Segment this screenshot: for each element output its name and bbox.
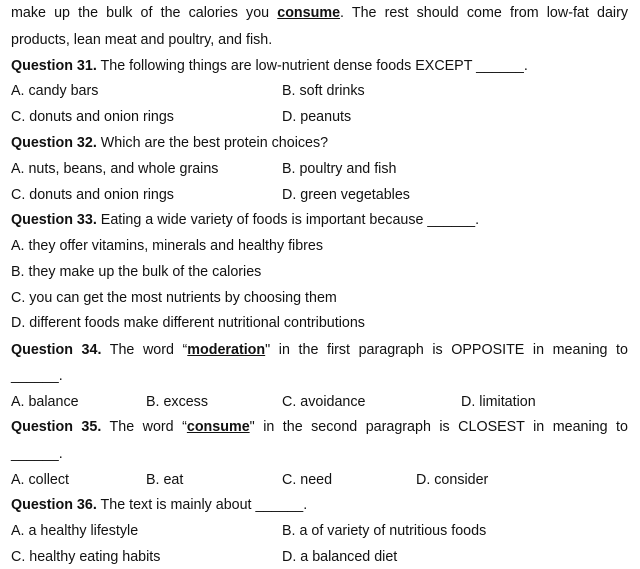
question-33-text: Eating a wide variety of foods is important because ______. <box>100 212 480 228</box>
question-33-stem <box>11 210 628 230</box>
question-34-blank: ______. <box>11 368 63 384</box>
option-32-a[interactable]: A. nuts, beans, and whole grains <box>11 161 219 177</box>
option-36-d[interactable]: D. a balanced diet <box>282 549 398 565</box>
option-33-b[interactable]: B. they make up the bulk of the calories <box>11 264 262 280</box>
passage-line-1 <box>11 3 628 23</box>
option-36-a[interactable]: A. a healthy lifestyle <box>11 523 139 539</box>
option-34-a[interactable]: A. balance <box>11 394 79 410</box>
question-34-label: Question 34. <box>11 342 102 358</box>
question-31-options-row-1 <box>11 81 628 101</box>
question-36-text: The text is mainly about ______. <box>100 497 308 513</box>
option-32-d[interactable]: D. green vegetables <box>282 187 410 203</box>
question-31-label: Question 31. <box>11 58 97 74</box>
option-35-d[interactable]: D. consider <box>416 472 489 488</box>
option-31-d[interactable]: D. peanuts <box>282 109 352 125</box>
option-34-c[interactable]: C. avoidance <box>282 394 366 410</box>
option-33-c[interactable]: C. you can get the most nutrients by choosing them <box>11 290 337 306</box>
question-35-text: The word “ <box>109 419 187 435</box>
option-35-a[interactable]: A. collect <box>11 472 70 488</box>
question-36-stem <box>11 495 628 515</box>
question-35-text: " in the second paragraph is CLOSEST in meaning to <box>249 419 628 435</box>
question-35-label: Question 35. <box>11 419 102 435</box>
question-34-text: The word “ <box>109 342 188 358</box>
passage-line-2: products, lean meat and poultry, and fish. <box>11 32 273 48</box>
question-31-options-row-2 <box>11 107 628 127</box>
option-35-b[interactable]: B. eat <box>146 472 184 488</box>
question-32-label: Question 32. <box>11 135 97 151</box>
question-34-keyword: moderation <box>187 342 266 358</box>
question-32-options-row-1 <box>11 159 628 179</box>
question-34-stem <box>11 340 628 360</box>
question-36-label: Question 36. <box>11 497 97 513</box>
question-31-text: The following things are low-nutrient dense foods EXCEPT ______. <box>100 58 528 74</box>
passage-keyword-consume: consume <box>277 5 341 21</box>
question-34-text: " in the first paragraph is OPPOSITE in meaning to <box>265 342 628 358</box>
question-35-keyword: consume <box>186 419 250 435</box>
question-31-stem <box>11 56 628 76</box>
option-33-a[interactable]: A. they offer vitamins, minerals and healthy fibres <box>11 238 324 254</box>
option-31-a[interactable]: A. candy bars <box>11 83 99 99</box>
option-33-d[interactable]: D. different foods make different nutritional contributions <box>11 315 365 331</box>
option-36-c[interactable]: C. healthy eating habits <box>11 549 161 565</box>
passage-text: . The rest should come from low-fat dairy <box>340 5 628 21</box>
question-35-options <box>11 470 628 490</box>
option-35-c[interactable]: C. need <box>282 472 333 488</box>
option-31-c[interactable]: C. donuts and onion rings <box>11 109 174 125</box>
option-34-b[interactable]: B. excess <box>146 394 208 410</box>
question-33-label: Question 33. <box>11 212 97 228</box>
question-36-options-row-1 <box>11 521 628 541</box>
question-35-blank: ______. <box>11 446 63 462</box>
question-35-stem <box>11 417 628 437</box>
option-34-d[interactable]: D. limitation <box>461 394 536 410</box>
question-32-options-row-2 <box>11 185 628 205</box>
passage-text: make up the bulk of the calories you <box>11 5 278 21</box>
question-34-options <box>11 392 628 412</box>
option-36-b[interactable]: B. a of variety of nutritious foods <box>282 523 487 539</box>
question-32-stem <box>11 133 628 153</box>
question-32-text: Which are the best protein choices? <box>100 135 329 151</box>
question-36-options-row-2 <box>11 547 628 567</box>
option-32-c[interactable]: C. donuts and onion rings <box>11 187 174 203</box>
option-32-b[interactable]: B. poultry and fish <box>282 161 397 177</box>
option-31-b[interactable]: B. soft drinks <box>282 83 365 99</box>
